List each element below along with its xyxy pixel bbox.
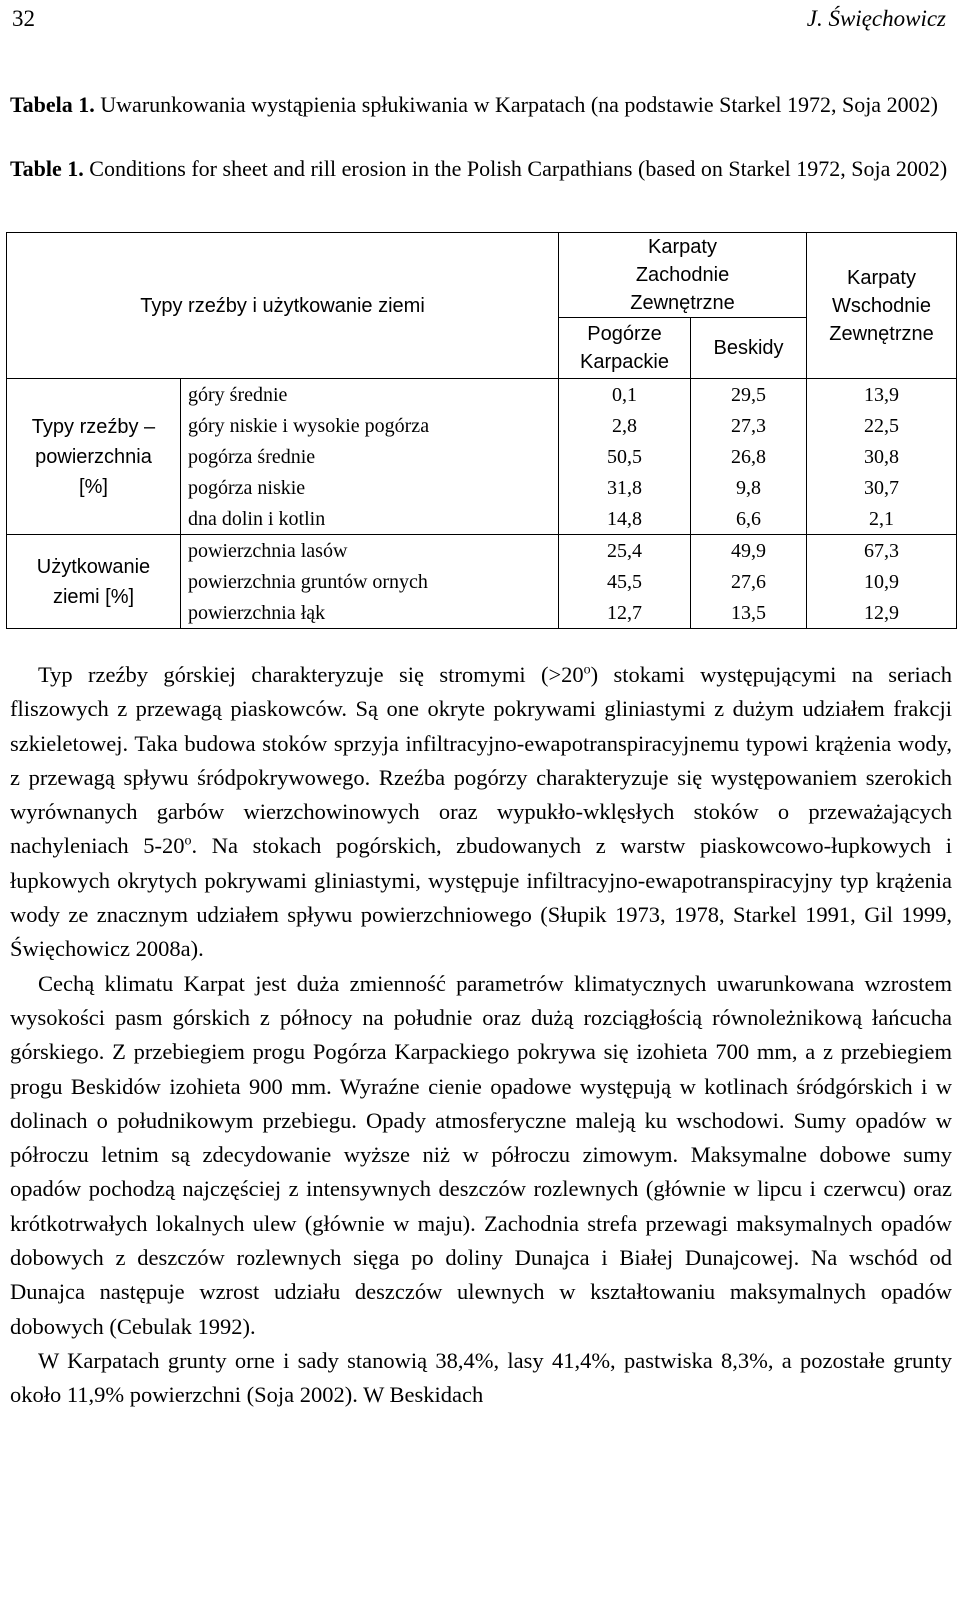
paragraph [10, 658, 952, 967]
cell-pogorze: 25,4 [559, 535, 691, 567]
caption-text-pl: Uwarunkowania wystąpienia spłukiwania w Karpatach (na podstawie Starkel 1972, Soja 2002) [94, 92, 938, 117]
row-label: dna dolin i kotlin [181, 503, 559, 535]
row-label: góry średnie [181, 379, 559, 411]
cell-east: 30,8 [807, 441, 957, 472]
paragraph-text: ) stokami występującymi na seriach fliszowych z przewagą piaskowców. Są one okryte pokrywami gliniastymi z dużym udziałem frakcji szkieletowej. Taka budowa stoków sprzyja infiltracyjno-ewapotranspiracyjnemu typowi krążenia wody, z przewagą spływu śródpokrywowego. Rzeźba pogórzy charakteryzuje się występowaniem szerokich wyrównanych garbów wierzchowinowych oraz wypukło-wklęsłych stoków o przeważających nachyleniach 5-20 [10, 662, 953, 859]
cell-pogorze: 14,8 [559, 503, 691, 535]
col-header-east: Karpaty Wschodnie Zewnętrzne [807, 233, 957, 379]
cell-pogorze: 45,5 [559, 566, 691, 597]
cell-beskidy: 13,5 [691, 597, 807, 629]
cell-pogorze: 31,8 [559, 472, 691, 503]
corner-header: Typy rzeźby i użytkowanie ziemi [7, 233, 559, 379]
cell-pogorze: 2,8 [559, 410, 691, 441]
degree-superscript: o [184, 833, 192, 849]
page-number: 32 [12, 6, 35, 31]
table-caption-en [10, 154, 952, 184]
col-header-pogorze: Pogórze Karpackie [559, 318, 691, 379]
cell-pogorze: 12,7 [559, 597, 691, 629]
cell-pogorze: 0,1 [559, 379, 691, 411]
cell-beskidy: 29,5 [691, 379, 807, 411]
row-label: góry niskie i wysokie pogórza [181, 410, 559, 441]
row-label: powierzchnia łąk [181, 597, 559, 629]
cell-east: 12,9 [807, 597, 957, 629]
cell-east: 13,9 [807, 379, 957, 411]
caption-text-en: Conditions for sheet and rill erosion in the Polish Carpathians (based on Starkel 1972, Soja 2002) [83, 156, 948, 181]
paragraph: W Karpatach grunty orne i sady stanowią 38,4%, lasy 41,4%, pastwiska 8,3%, a pozostałe grunty około 11,9% powierzchni (Soja 2002). W Beskidach [10, 1347, 952, 1408]
row-label: powierzchnia lasów [181, 535, 559, 567]
cell-pogorze: 50,5 [559, 441, 691, 472]
cell-east: 67,3 [807, 535, 957, 567]
cell-east: 22,5 [807, 410, 957, 441]
body-text [10, 658, 952, 1413]
row-label: pogórza niskie [181, 472, 559, 503]
col-group-header-west: Karpaty Zachodnie Zewnętrzne [559, 233, 807, 318]
cell-beskidy: 9,8 [691, 472, 807, 503]
degree-superscript: o [583, 662, 591, 678]
cell-beskidy: 27,6 [691, 566, 807, 597]
table-caption-pl [10, 90, 952, 120]
cell-beskidy: 6,6 [691, 503, 807, 535]
cell-beskidy: 49,9 [691, 535, 807, 567]
row-label: powierzchnia gruntów ornych [181, 566, 559, 597]
paragraph-text: . Na stokach pogórskich, zbudowanych z warstw piaskowcowo-łupkowych i łupkowych okrytych pokrywami gliniastymi, występuje infiltracyjno-ewapotranspiracyjny typ krążenia wody ze znacznym udziałem spływu powierzchniowego (Słupik 1973, 1978, Starkel 1991, Gil 1999, Święchowicz 2008a). [10, 833, 952, 962]
col-header-beskidy: Beskidy [691, 318, 807, 379]
data-table [6, 232, 957, 629]
running-author: J. Święchowicz [806, 6, 946, 31]
paragraph-text: Typ rzeźby górskiej charakteryzuje się stromymi (>20 [38, 662, 584, 687]
cell-east: 10,9 [807, 566, 957, 597]
caption-label-en: Table 1. [10, 156, 84, 181]
row-label: pogórza średnie [181, 441, 559, 472]
page-header [8, 6, 946, 36]
caption-label-pl: Tabela 1. [10, 92, 95, 117]
cell-east: 30,7 [807, 472, 957, 503]
row-group-relief: Typy rzeźby – powierzchnia [%] [7, 379, 181, 535]
cell-east: 2,1 [807, 503, 957, 535]
row-group-landuse: Użytkowanie ziemi [%] [7, 535, 181, 629]
cell-beskidy: 26,8 [691, 441, 807, 472]
paragraph: Cechą klimatu Karpat jest duża zmienność parametrów klimatycznych uwarunkowana wzrostem wysokości pasm górskich z północy na południe oraz dużą rozciągłością równoleżnikową łańcucha górskiego. Z przebiegiem progu Pogórza Karpackiego pokrywa się izohieta 700 mm, a z przebiegiem progu Beskidów izohieta 900 mm. Wyraźne cienie opadowe występują w kotlinach śródgórskich i w dolinach o południkowym przebiegu. Opady atmosferyczne maleją ku wschodowi. Sumy opadów w półroczu letnim są zdecydowanie wyższe niż w półroczu zimowym. Maksymalne dobowe sumy opadów pochodzą najczęściej z intensywnych deszczów rozlewnych (głównie w lipcu i czerwcu) oraz krótkotrwałych lokalnych ulew (głównie w maju). Zachodnia strefa przewagi maksymalnych opadów dobowych z deszczów rozlewnych sięga po doliny Dunajca i Białej Dunajcowej. Na wschód od Dunajca następuje wzrost udziału deszczów ulewnych w kształtowaniu maksymalnych opadów dobowych (Cebulak 1992). [10, 970, 952, 1339]
cell-beskidy: 27,3 [691, 410, 807, 441]
